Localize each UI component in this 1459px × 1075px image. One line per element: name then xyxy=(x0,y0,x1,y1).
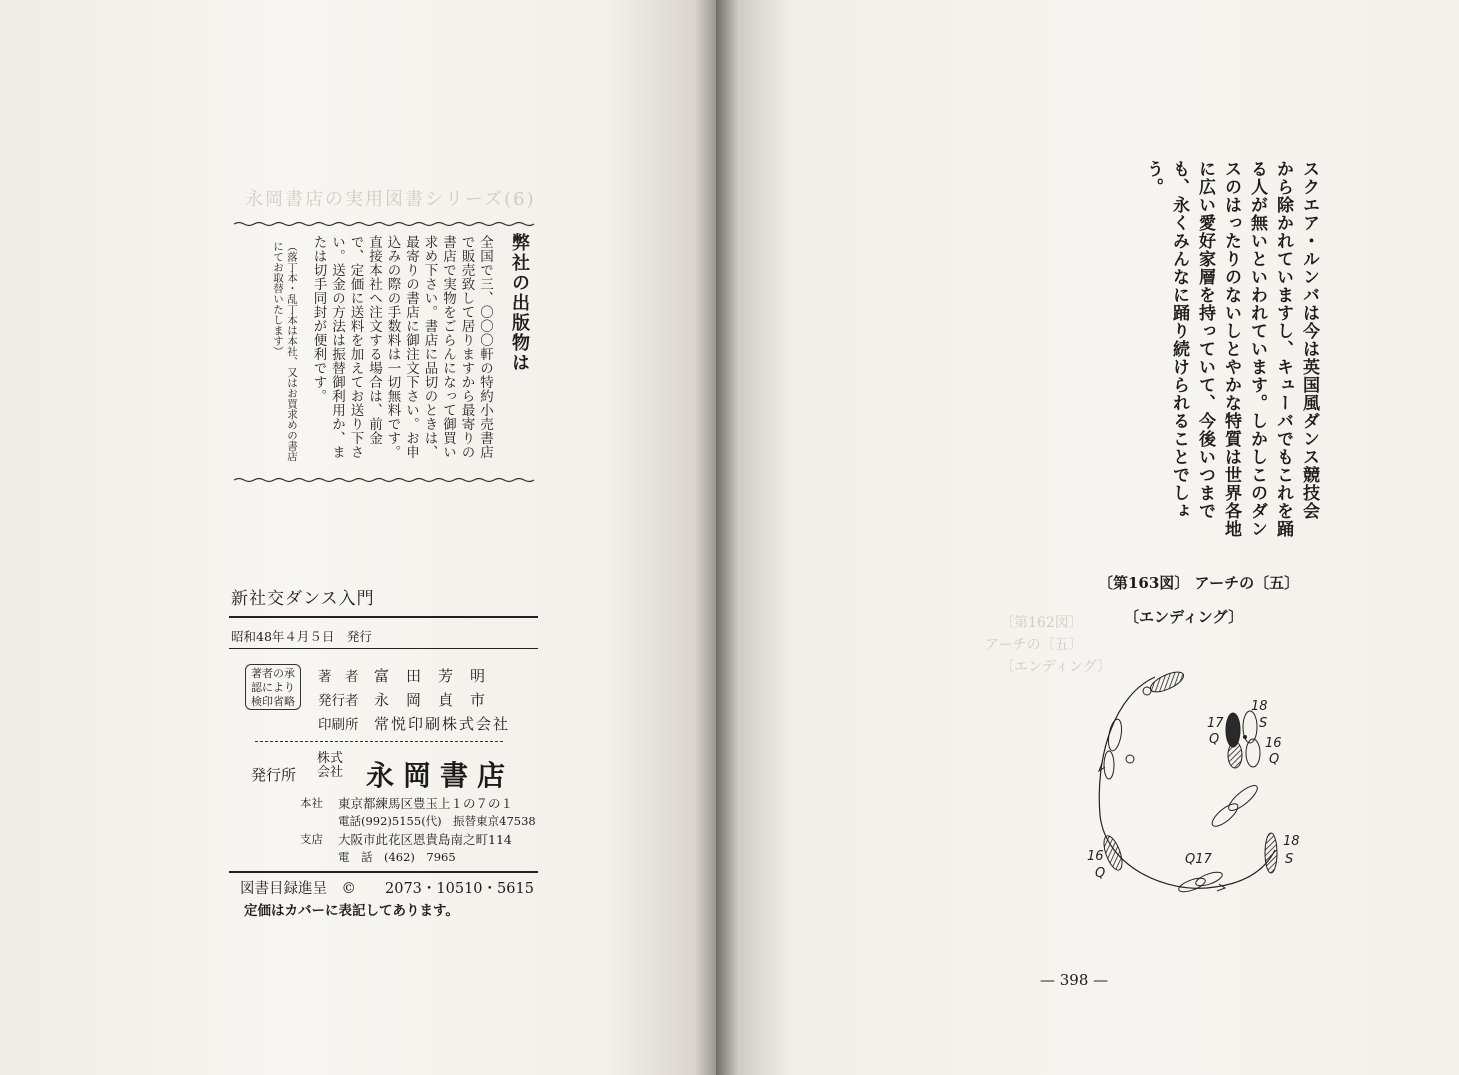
printer-name: 常悦印刷株式会社 xyxy=(374,715,511,733)
heel-mark xyxy=(1143,687,1151,695)
wavy-rule-bottom xyxy=(234,477,534,483)
page-number: — 398 — xyxy=(1040,971,1109,989)
figure-subtitle: 〔エンディング〕 xyxy=(1124,608,1244,626)
bleed-label: アーチの〔五〕 xyxy=(985,637,1083,653)
publisher-notice-box xyxy=(234,221,534,483)
notice-note: （落丁本・乱丁本は本社、又はお買求めの書店にてお取替いたします） xyxy=(272,241,298,462)
footprint xyxy=(1194,870,1224,889)
step-label: 18 xyxy=(1251,699,1268,714)
footprint xyxy=(1246,739,1260,767)
heel-mark xyxy=(1126,755,1134,763)
text-line: も、永くみんなに踊り続けられることでしょう。 xyxy=(1143,160,1189,520)
author-row xyxy=(318,665,534,686)
divider xyxy=(255,741,503,743)
branch-phone: 電 話 (462) 7965 xyxy=(338,850,456,864)
publisher-person-row xyxy=(318,689,534,710)
wavy-rule-top xyxy=(234,221,534,227)
hq-label: 本社 xyxy=(300,796,323,810)
step-label: Q xyxy=(1095,866,1106,881)
publisher-label: 発行所 xyxy=(251,766,297,784)
footprint xyxy=(1228,742,1242,768)
step-label: Q17 xyxy=(1185,852,1212,867)
publisher-name: 永岡書店 xyxy=(366,759,515,792)
publisher-person-name: 永岡貞市 xyxy=(374,691,503,709)
text-line: スクエア・ルンバは今は英国風ダンス競技会 xyxy=(1299,160,1319,520)
author-name: 富田芳明 xyxy=(374,667,503,685)
step-label: 18 xyxy=(1283,834,1300,849)
divider xyxy=(229,648,538,649)
notice-body: 全国で三、〇〇〇軒の特約小売書店で販売致して居りますから最寄りの書店で実物をごらんになって御買い求め下さい。書店に品切のときは、最寄りの書店に御注文下さい。お申込みの際の手数料は一切無料です。直接本社へ注文する場合は、前金で、定価に送料を加えてお送り下さい。送金の方法は振替御利用か、または切手同封が便利です。 xyxy=(310,235,493,459)
divider xyxy=(229,616,538,618)
text-line: スのはったりのないしとやかな特質は世界各地 xyxy=(1221,160,1241,538)
step-label: Q xyxy=(1269,752,1280,767)
dance-step-diagram xyxy=(1075,655,1315,905)
step-label: 16 xyxy=(1087,849,1104,864)
notice-title: 弊社の出版物は xyxy=(509,233,530,373)
footprint xyxy=(1225,782,1260,814)
footprint xyxy=(1226,713,1240,747)
price-note: 定価はカバーに表記してあります。 xyxy=(244,903,459,919)
footprint xyxy=(1209,800,1241,830)
step-label: 16 xyxy=(1265,736,1282,751)
footprint xyxy=(1148,668,1187,696)
footprint xyxy=(1104,751,1114,779)
right-page xyxy=(716,0,1459,1075)
divider xyxy=(229,871,538,873)
publication-date: 昭和48年４月５日 発行 xyxy=(231,629,372,644)
bleed-label: 〔エンディング〕 xyxy=(1000,659,1112,675)
catalog-line: 図書目録進呈 © 2073・10510・5615 xyxy=(240,881,534,897)
footprint xyxy=(1106,718,1123,752)
text-line: に広い愛好家層を持っていて、今後いつまで xyxy=(1195,160,1215,520)
step-label: S xyxy=(1259,716,1268,731)
text-line: る人が無いといわれています。しかしこのダン xyxy=(1247,160,1267,538)
kabushiki-kaisha: 株式会社 xyxy=(317,751,344,780)
printer-label: 印刷所 xyxy=(318,717,359,733)
bleed-heading: 永岡書店の実用図書シリーズ(6) xyxy=(245,189,536,210)
step-label: S xyxy=(1285,852,1294,867)
text-line: から除かれていますし、キューバでもこれを踊 xyxy=(1273,160,1293,538)
hq-address: 東京都練馬区豊玉上１の７の１ xyxy=(338,796,514,811)
bleed-label: 〔第162図〕 xyxy=(1000,615,1083,631)
inspection-stamp: 著者の承認により検印省略 xyxy=(245,664,301,710)
heel-mark xyxy=(1243,735,1247,739)
step-label: 17 xyxy=(1207,716,1224,731)
printer-row xyxy=(318,713,534,734)
hq-phone: 電話(992)5155(代) 振替東京47538 xyxy=(338,814,536,828)
author-label: 著 者 xyxy=(318,669,359,685)
branch-label: 支店 xyxy=(300,832,323,846)
figure-title: 〔第163図〕 アーチの〔五〕 xyxy=(1098,574,1300,592)
footprint xyxy=(1265,833,1277,873)
publisher-person-label: 発行者 xyxy=(318,693,359,709)
book-title: 新社交ダンス入門 xyxy=(231,589,375,609)
branch-address: 大阪市此花区恩貴島南之町114 xyxy=(338,832,512,847)
body-text xyxy=(1140,160,1322,540)
step-label: Q xyxy=(1209,732,1220,747)
footprint xyxy=(1177,876,1207,895)
